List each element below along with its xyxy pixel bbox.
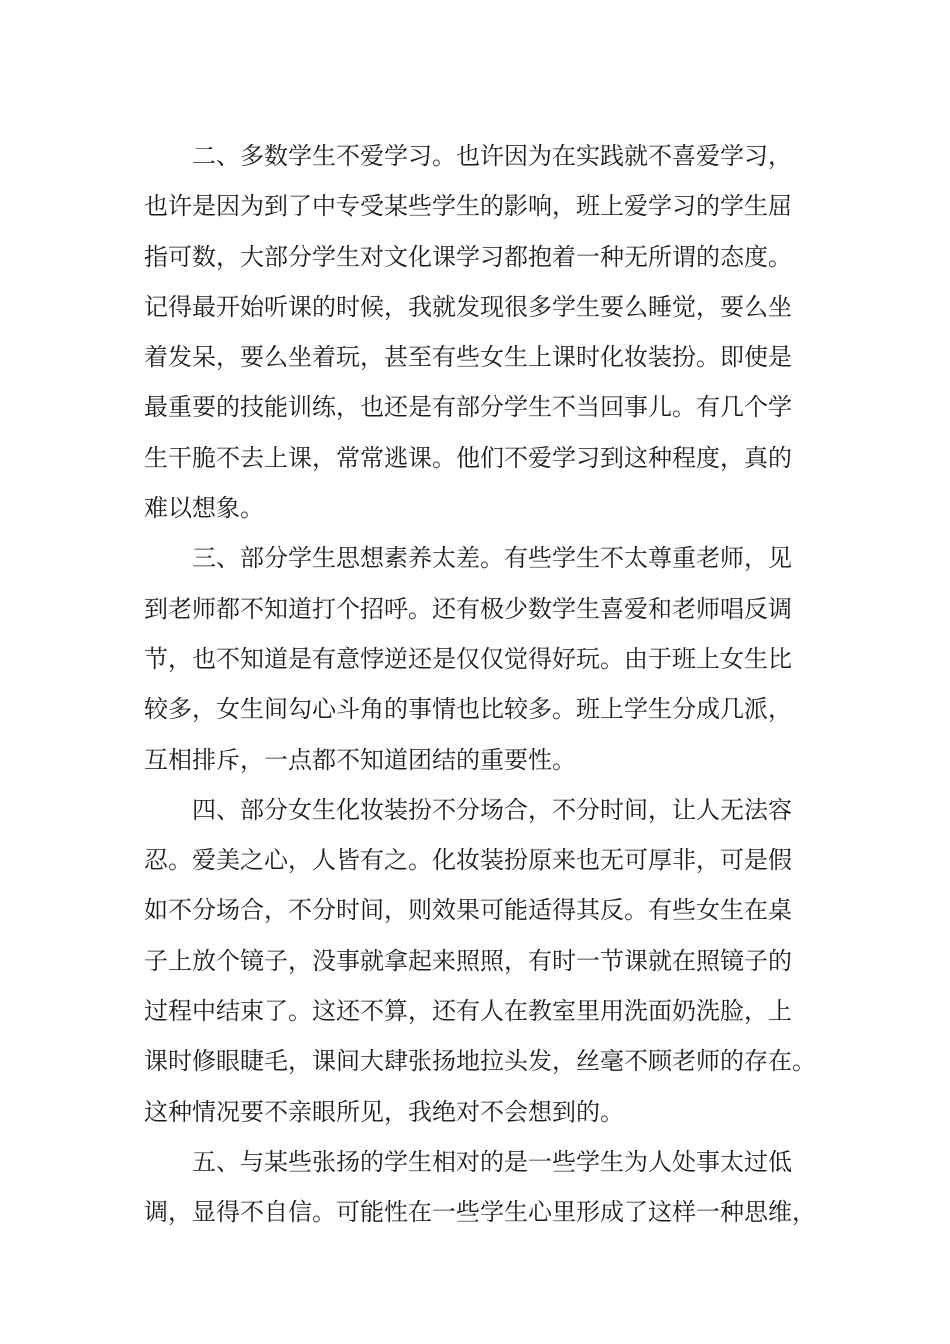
text-line: 五、与某些张扬的学生相对的是一些学生为人处事太过低 xyxy=(192,1147,792,1176)
text-line: 指可数，大部分学生对文化课学习都抱着一种无所谓的态度。 xyxy=(144,242,792,271)
text-line: 着发呆，要么坐着玩，甚至有些女生上课时化妆装扮。即使是 xyxy=(144,343,792,372)
text-line: 子上放个镜子，没事就拿起来照照，有时一节课就在照镜子的 xyxy=(144,946,792,975)
text-line: 调，显得不自信。可能性在一些学生心里形成了这样一种思维， xyxy=(144,1198,816,1227)
text-line: 也许是因为到了中专受某些学生的影响，班上爱学习的学生屈 xyxy=(144,192,792,221)
text-line: 到老师都不知道打个招呼。还有极少数学生喜爱和老师唱反调 xyxy=(144,594,792,623)
text-line: 课时修眼睫毛，课间大肆张扬地拉头发，丝毫不顾老师的存在。 xyxy=(144,1047,816,1076)
text-line: 记得最开始听课的时候，我就发现很多学生要么睡觉，要么坐 xyxy=(144,292,792,321)
text-line: 互相排斥，一点都不知道团结的重要性。 xyxy=(144,745,576,774)
text-line: 二、多数学生不爱学习。也许因为在实践就不喜爱学习， xyxy=(192,142,792,170)
text-line: 最重要的技能训练，也还是有部分学生不当回事儿。有几个学 xyxy=(144,393,792,422)
text-line: 四、部分女生化妆装扮不分场合，不分时间，让人无法容 xyxy=(192,795,792,824)
text-line: 生干脆不去上课，常常逃课。他们不爱学习到这种程度，真的 xyxy=(144,443,792,472)
text-line: 难以想象。 xyxy=(144,494,264,523)
text-line: 如不分场合，不分时间，则效果可能适得其反。有些女生在桌 xyxy=(144,896,792,925)
text-line: 节，也不知道是有意悖逆还是仅仅觉得好玩。由于班上女生比 xyxy=(144,644,792,673)
document-body xyxy=(144,131,814,1238)
text-line: 过程中结束了。这还不算，还有人在教室里用洗面奶洗脸，上 xyxy=(144,997,792,1026)
text-line: 三、部分学生思想素养太差。有些学生不太尊重老师，见 xyxy=(192,544,792,573)
text-line: 较多，女生间勾心斗角的事情也比较多。班上学生分成几派， xyxy=(144,695,792,724)
text-line: 这种情况要不亲眼所见，我绝对不会想到的。 xyxy=(144,1097,624,1126)
text-line: 忍。爱美之心，人皆有之。化妆装扮原来也无可厚非，可是假 xyxy=(144,846,792,875)
